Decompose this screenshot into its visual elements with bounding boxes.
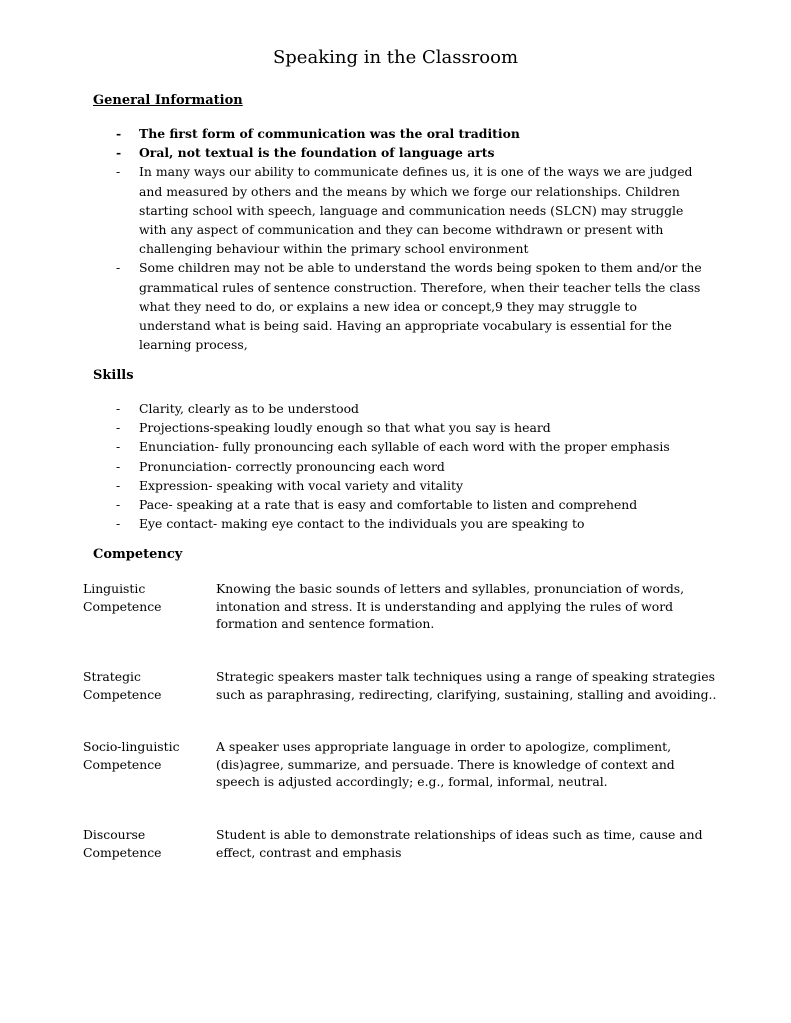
competency-description: Knowing the basic sounds of letters and syllables, pronunciation of words, intonation and stress. It is understanding and applying the rules of word formation and sentence formation. <box>216 581 685 632</box>
competency-description: A speaker uses appropriate language in order to apologize, compliment, (dis)agree, summarize, and persuade. There is knowledge of context and speech is adjusted accordingly; e.g., formal, informal, neutral. <box>216 739 675 790</box>
bullet-dash: - <box>116 439 121 455</box>
bullet-dash: - <box>116 126 122 141</box>
competency-label: Socio-linguistic Competence <box>83 739 180 772</box>
list-item: - Pace- speaking at a rate that is easy and comfortable to listen and comprehend <box>0 495 791 514</box>
bullet-dash: - <box>116 497 121 513</box>
bullet-dash: - <box>116 477 121 493</box>
list-item: - Some children may not be able to understand the words being spoken to them and/or the grammatical rules of sentence construction. Therefore, when their teacher tells the class what they need to do, or explains a new idea or concept,9 they may struggle to understand what is being said. Having an appropriate vocabulary is essential for the learning process, <box>116 260 702 353</box>
page-title: Speaking in the Classroom <box>272 47 519 68</box>
competency-description: Strategic speakers master talk techniques using a range of speaking strategies such as paraphrasing, redirecting, clarifying, sustaining, stalling and avoiding.. <box>216 669 717 702</box>
list-item: - Enunciation- fully pronouncing each syllable of each word with the proper emphasis <box>0 437 791 456</box>
competency-label: Linguistic Competence <box>83 581 162 614</box>
list-item: - In many ways our ability to communicate defines us, it is one of the ways we are judged and measured by others and the means by which we forge our relationships. Children starting school with speech, language and communication needs (SLCN) may struggle with any aspect of communication and they can become withdrawn or present with challenging behaviour within the primary school environment <box>116 164 693 257</box>
skills-list <box>0 399 791 533</box>
list-item: - Oral, not textual is the foundation of language arts <box>0 143 791 162</box>
bullet-dash: - <box>116 458 121 474</box>
list-item: - Projections-speaking loudly enough so that what you say is heard <box>0 418 791 437</box>
bullet-dash: - <box>116 164 121 180</box>
bullet-dash: - <box>116 260 121 276</box>
list-item: - Clarity, clearly as to be understood <box>0 399 791 418</box>
bullet-dash: - <box>116 401 121 416</box>
bullet-dash: - <box>116 145 122 161</box>
general-information-heading: General Information <box>93 93 243 108</box>
general-information-list <box>0 124 791 354</box>
skills-heading: Skills <box>93 368 134 383</box>
list-item: - Eye contact- making eye contact to the individuals you are speaking to <box>0 514 791 533</box>
list-item: - Pronunciation- correctly pronouncing each word <box>0 457 791 476</box>
bullet-dash: - <box>116 420 121 436</box>
competency-heading: Competency <box>93 547 183 562</box>
list-item: - Expression- speaking with vocal variety and vitality <box>0 476 791 495</box>
competency-label: Strategic Competence <box>83 669 162 702</box>
list-item: - The first form of communication was the oral tradition <box>0 124 791 143</box>
bullet-dash: - <box>116 516 121 532</box>
competency-label: Discourse Competence <box>83 827 162 860</box>
competency-description: Student is able to demonstrate relationships of ideas such as time, cause and effect, contrast and emphasis <box>216 827 703 860</box>
